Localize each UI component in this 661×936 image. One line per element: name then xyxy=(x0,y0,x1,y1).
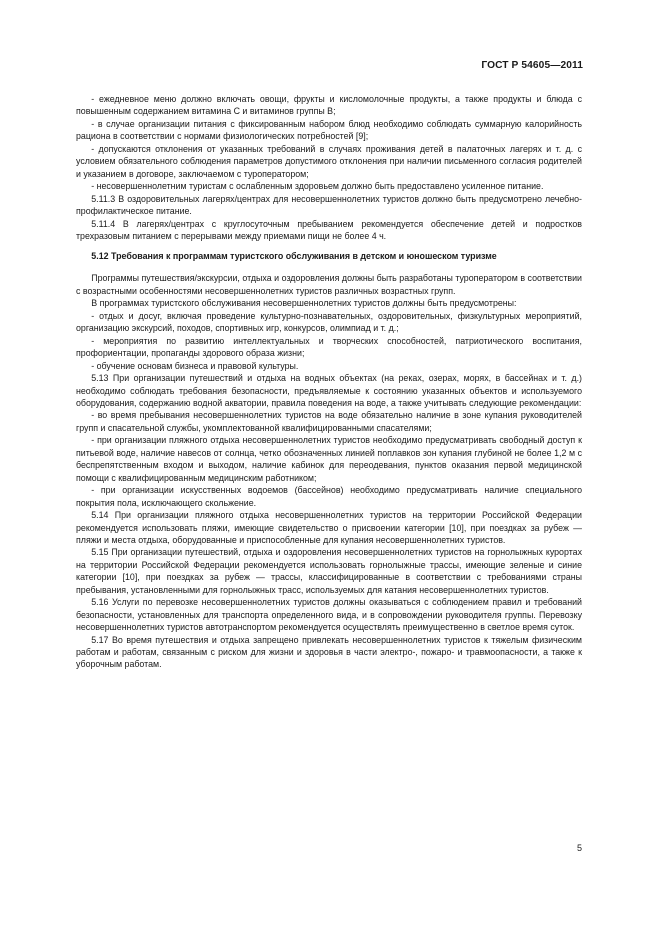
paragraph: - во время пребывания несовершеннолетних туристов на воде обязательно наличие в зоне купания руководителей групп и спасательной службы, укомплектованной квалифицированными спасателями; xyxy=(76,410,582,433)
paragraph: - ежедневное меню должно включать овощи, фрукты и кисломолочные продукты, а также продукты и блюда с повышенным содержанием витамина С и витаминов группы В; xyxy=(76,94,582,117)
paragraph: - допускаются отклонения от указанных требований в случаях проживания детей в палаточных лагерях и т. д. с условием обязательного соблюдения параметров допустимого отклонения при наличии письменного согласия родителей и указанием в договоре, заключаемом с туроператором; xyxy=(76,143,582,179)
paragraph: - мероприятия по развитию интеллектуальных и творческих способностей, патриотического воспитания, профориентации, пропаганды здорового образа жизни; xyxy=(76,335,582,359)
paragraph: - при организации пляжного отдыха несовершеннолетних туристов необходимо предусматривать свободный доступ к питьевой воде, наличие навесов от солнца, четко обозначенных линией поплавков зон купания глубиной не более 1,2 м с беспрепятственным входом и выходом, наличие кабинок для переодевания, пунктов оказания первой медицинской помощи с квалифицированным медицинским работником; xyxy=(76,435,582,483)
paragraph: - в случае организации питания с фиксированным набором блюд необходимо соблюдать суммарную калорийность рациона в соответствии с нормами физиологических потребностей [9]; xyxy=(76,118,582,142)
paragraph: 5.11.4 В лагерях/центрах с круглосуточным пребыванием рекомендуется обеспечение детей и подростков трехразовым питанием с перерывами между приемами пищи не более 4 ч. xyxy=(76,218,582,241)
document-body xyxy=(76,93,582,671)
paragraph: - при организации искусственных водоемов (бассейнов) необходимо предусматривать наличие специального покрытия пола, исключающего скольжение. xyxy=(76,485,582,508)
paragraph: 5.11.3 В оздоровительных лагерях/центрах для несовершеннолетних туристов должно быть предусмотрено лечебно-профилактическое питание. xyxy=(76,193,582,217)
page-number: 5 xyxy=(576,843,582,853)
paragraph: 5.15 При организации путешествий, отдыха и оздоровления несовершеннолетних туристов на горнолыжных курортах на территории Российской Федерации рекомендуется использовать горнолыжные трассы, имеющие зеленые и синие категории [10], при поездках за рубеж — трассы, классифицированные в соответствии с требованиями страны пребывания, установленными для горнолыжных трасс, используемых для катания несовершеннолетних туристов. xyxy=(76,547,582,595)
paragraph: В программах туристского обслуживания несовершеннолетних туристов должны быть предусмотрены: xyxy=(91,298,517,309)
paragraph: 5.16 Услуги по перевозке несовершеннолетних туристов должны оказываться с соблюдением правил и требований безопасности, установленных для транспорта определенного вида, и в сопровождении руководителя группы. Перевозку несовершеннолетних туристов автотранспортом рекомендуется осуществлять преимущественно в светлое время суток. xyxy=(76,597,582,633)
section-heading: 5.12 Требования к программам туристского обслуживания в детском и юношеском туризме xyxy=(91,251,497,262)
paragraph: 5.17 Во время путешествия и отдыха запрещено привлекать несовершеннолетних туристов к тяжелым физическим работам и работам, связанным с риском для жизни и здоровья в части электро-, пожаро- и травмоопасности, а также к уборочным работам. xyxy=(76,634,582,670)
paragraph: 5.13 При организации путешествий и отдыха на водных объектах (на реках, озерах, морях, в бассейнах и т. д.) необходимо соблюдать требования безопасности, предъявляемые к состоянию указанных объектов и используемого оборудования, содержанию водной акватории, правила поведения на воде, а также учитывать следующие рекомендации: xyxy=(76,373,582,408)
document-id-header: ГОСТ Р 54605—2011 xyxy=(481,60,583,71)
paragraph: - обучение основам бизнеса и правовой культуры. xyxy=(91,360,299,371)
paragraph: - отдых и досуг, включая проведение культурно-познавательных, оздоровительных, физкультурных мероприятий, организацию экскурсий, походов, спортивных игр, конкурсов, олимпиад и т. д.; xyxy=(76,310,582,334)
paragraph: Программы путешествия/экскурсии, отдыха и оздоровления должны быть разработаны туроператором в соответствии с возрастными особенностями несовершеннолетних туристов различных возрастных групп. xyxy=(76,273,582,296)
paragraph: - несовершеннолетним туристам с ослабленным здоровьем должно быть предоставлено усиленное питание. xyxy=(91,181,544,192)
paragraph: 5.14 При организации пляжного отдыха несовершеннолетних туристов на территории Российской Федерации рекомендуется использовать пляжи, имеющие свидетельство о присвоении категории [10], при поездках за рубеж — пляжи и места отдыха, оборудованные и приспособленные для купания несовершеннолетних туристов. xyxy=(76,510,582,545)
